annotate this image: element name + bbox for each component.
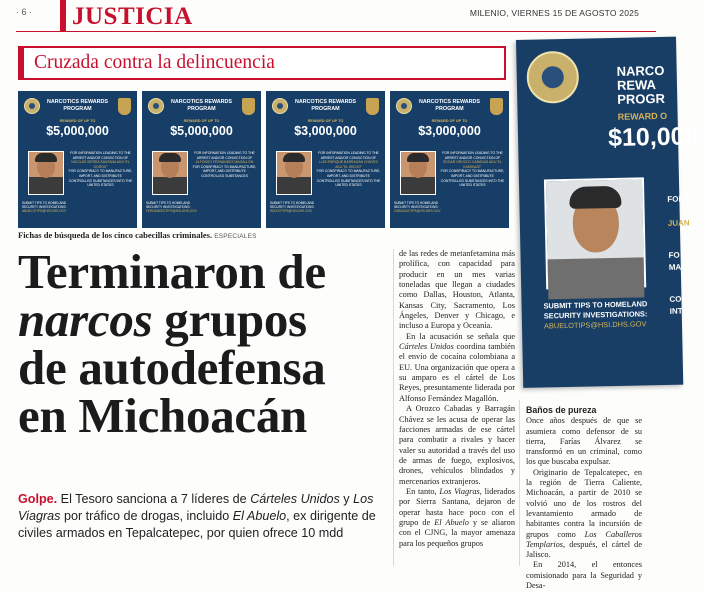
seal-icon [396, 98, 412, 114]
wanted-poster [266, 91, 385, 228]
poster-tip: SUBMIT TIPS TO HOMELAND SECURITY INVESTIGATIONS: ABUELOTIPS@HSI.DHS.GOV [543, 299, 648, 331]
poster-amount: $5,000,000 [170, 124, 233, 138]
poster-amount: $3,000,000 [294, 124, 357, 138]
poster-tip: SUBMIT TIPS TO HOMELAND SECURITY INVESTIGATIONS: CABADASTIPS@HSI.DHS.GOV [394, 201, 441, 214]
poster-body: FOR INFORMATION LEADING TO THE ARREST AND/OR CONVICTION OF ALFONSO FERNÁNDEZ MAGALLÓN FOR CONSPIRACY TO MANUFACTURE, IMPORT, AND DISTRIBUTE CONTROLLED SUBSTANCES [192, 151, 257, 178]
poster-side-text: FO [668, 250, 680, 260]
poster-side-text: INTO [669, 306, 689, 316]
poster-title: NARCOTICS REWARDS PROGRAM [46, 99, 109, 112]
subhead: Baños de pureza [526, 405, 597, 415]
poster-reward-label: REWARD OF UP TO [431, 119, 468, 123]
column-rule [393, 249, 394, 566]
seal-icon [272, 98, 288, 114]
suspect-photo [400, 151, 436, 195]
poster-tip: SUBMIT TIPS TO HOMELAND SECURITY INVESTIGATIONS: WICHOTIPS@HSI.DHS.GOV [270, 201, 315, 214]
section-accent-bar [60, 0, 66, 32]
badge-icon [490, 98, 503, 115]
kicker-text: Cruzada contra la delincuencia [34, 52, 275, 73]
badge-icon [242, 98, 255, 115]
paragraph: Originario de Tepalcatepec, en la región de Tierra Caliente, Michoacán, a partir de 2010 se volvió uno de los rostros del levantamiento armado de habitantes contra la incursión de grupos como Los Caballeros Templarios, después, el cártel de Jalisco. [526, 467, 643, 560]
poster-amount: $5,000,000 [46, 124, 109, 138]
paragraph: En 2014, el entonces comisionado para la Seguridad y Desa- [526, 560, 642, 591]
poster-title: NARCOTICS REWARDS PROGRAM [294, 99, 357, 112]
body-column-right [526, 405, 642, 591]
badge-icon [118, 98, 131, 115]
poster-body: FOR INFORMATION LEADING TO THE ARREST AND/OR CONVICTION OF LUIS ENRIQUE BARRAGÁN CHÁVEZ AKA "EL WICHO" FOR CONSPIRACY TO MANUFACTURE, IMPORT, AND DISTRIBUTE CONTROLLED SUBSTANCES INTO THE UNITED STATES [316, 151, 381, 188]
paragraph: En la acusación se señala que Cárteles Unidos coordina también el envío de cocaína colombiana a EU. Una organización que opera a su amparo es el cártel de Los Reyes, presuntamente liderada por Alfonso Fernández Magallón. [399, 331, 515, 403]
paragraph: En tanto, Los Viagras, liderados por Sierra Santana, dejaron de operar hasta hace poco con el grupo de El Abuelo y se aliaron con el CJNG, la mayor amenaza para los pequeños grupos [399, 486, 516, 548]
poster-title: NARCOTICS REWARDS PROGRAM [418, 99, 481, 112]
poster-tip: SUBMIT TIPS TO HOMELAND SECURITY INVESTIGATIONS: FERNANDEZTIPS@HSI.DHS.GOV [146, 201, 197, 214]
poster-amount: $10,000 [607, 122, 699, 153]
suspect-photo [28, 151, 64, 195]
poster-title: NARCO REWA PROGR [616, 62, 666, 107]
poster-tip: SUBMIT TIPS TO HOMELAND SECURITY INVESTIGATIONS: ABUELOTIPS@HSI.DHS.GOV [22, 201, 67, 214]
header-rule [16, 31, 656, 32]
wanted-posters-row [18, 91, 516, 228]
poster-reward-label: REWARD OF UP TO [183, 119, 220, 123]
poster-body: FOR INFORMATION LEADING TO THE ARREST AND/OR CONVICTION OF EDGAR OROZCO CABADAS AKA "EL KAMIKAZE" FOR CONSPIRACY TO MANUFACTURE, IMPORT, AND DISTRIBUTE CONTROLLED SUBSTANCES INTO THE UNITED STATES [440, 151, 505, 188]
featured-wanted-poster [516, 37, 699, 388]
photo-credit: ESPECIALES [214, 233, 257, 240]
poster-reward-label: REWARD OF UP TO [59, 119, 96, 123]
seal-icon [24, 98, 40, 114]
deck: Golpe. El Tesoro sanciona a 7 líderes de Cárteles Unidos y Los Viagras por tráfico de drogas, incluido El Abuelo, ex dirigente de civiles armados en Tepalcatepec, por quien ofrece 10 mdd [18, 492, 376, 540]
poster-side-text: FOR I [667, 194, 689, 204]
wanted-poster [18, 91, 137, 228]
poster-reward-label: REWARD OF UP TO [307, 119, 344, 123]
headline: Terminaron de narcos grupos de autodefensa en Michoacán [18, 244, 326, 443]
body-column-middle [399, 249, 515, 549]
badge-icon [366, 98, 379, 115]
dhs-seal-icon [526, 51, 579, 104]
wanted-poster [142, 91, 261, 228]
poster-title: NARCOTICS REWARDS PROGRAM [170, 99, 233, 112]
suspect-photo [152, 151, 188, 195]
poster-side-text: CONT [669, 294, 693, 304]
suspect-photo [544, 177, 646, 289]
paragraph: Once años después de que se asumiera como defensor de su tierra, Farías Álvarez se transformó en un criminal, como los que buscaba expulsar. [526, 416, 642, 467]
paragraph: de las redes de metanfetamina más prolífica, con capacidad para producir en un mes varias toneladas que llegan a ciudades como Dallas, Houston, Atlanta, Kansas City, Sacramento, Los Ángeles, Denver y Chicago, e incluso a Europa y Oceanía. [399, 249, 515, 331]
kicker-box [18, 46, 506, 80]
photo-caption: Fichas de búsqueda de los cinco cabecillas criminales. ESPECIALES [18, 230, 257, 240]
wanted-poster [390, 91, 509, 228]
suspect-photo [276, 151, 312, 195]
poster-amount: $3,000,000 [418, 124, 481, 138]
page-number: · 6 · [16, 7, 33, 17]
poster-reward-label: REWARD O [617, 110, 668, 122]
masthead-date: MILENIO, VIERNES 15 DE AGOSTO 2025 [469, 8, 639, 18]
poster-side-text: MANUF [668, 262, 698, 272]
paragraph: A Orozco Cabadas y Barragán Chávez se les acusa de operar las facciones armadas de ese cártel para combatir a rivales y hacer valer su autoridad a través del uso de armas de fuego, explosivos, drones, vehículos blindados y mercenarios extranjeros. [399, 404, 515, 486]
seal-icon [148, 98, 164, 114]
poster-side-text: JUAN [667, 218, 690, 228]
poster-body: FOR INFORMATION LEADING TO THE ARREST AND/OR CONVICTION OF NICOLÁS SIERRA SANTANA AKA "EL GORDO" FOR CONSPIRACY TO MANUFACTURE, IMPORT, AND DISTRIBUTE CONTROLLED SUBSTANCES INTO THE UNITED STATES [68, 151, 133, 188]
section-title: JUSTICIA [72, 3, 193, 30]
column-rule [519, 400, 520, 566]
